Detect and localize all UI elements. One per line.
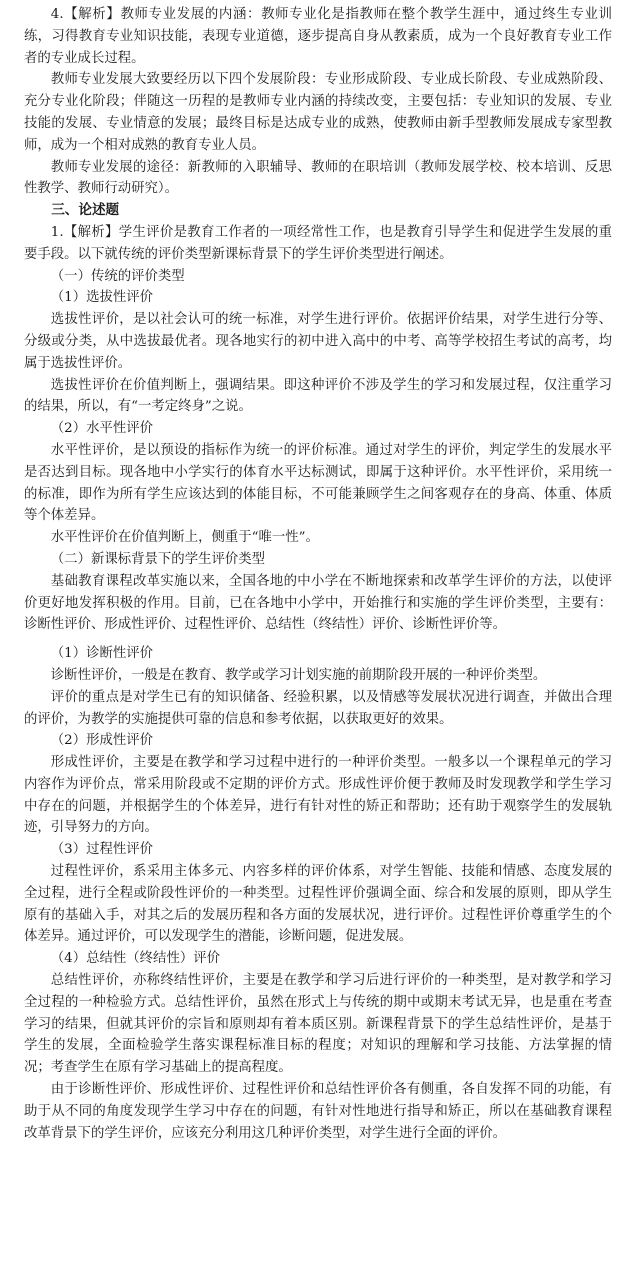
subheading-level: （2）水平性评价 <box>50 421 154 437</box>
paragraph-diagnostic-1: 诊断性评价，一般是在教育、教学或学习计划实施的前期阶段开展的一种评价类型。 <box>50 667 547 683</box>
paragraph-level-2: 水平性评价在价值判断上，侧重于“唯一性”。 <box>50 530 319 546</box>
subheading-selective: （1）选拔性评价 <box>50 290 154 306</box>
paragraph-new-curriculum: 基础教育课程改革实施以来，全国各地的中小学在不断地探索和改革学生评价的方法，以使评价更好地发挥积极的作用。目前，已在各地中小学中，开始推行和实施的学生评价类型，主要有：诊断性评价、形成性评价、过程性评价、总结性（终结性）评价、诊断性评价等。 <box>24 573 612 633</box>
section-heading-essay: 三、论述题 <box>51 202 120 219</box>
paragraph-summative: 总结性评价，亦称终结性评价，主要是在教学和学习后进行评价的一种类型，是对教学和学习全过程的一种检验方式。总结性评价，虽然在形式上与传统的期中或期末考试无异，也是重在考查学习的结果，但就其评价的宗旨和原则却有着本质区别。新课程背景下的学生总结性评价，是基于学生的发展，全面检验学生落实课程标准目标的程度；对知识的理解和学习技能、方法掌握的情况；考查学生在原有学习基础上的提高程度。 <box>24 973 612 1076</box>
paragraph-formative: 形成性评价，主要是在教学和学习过程中进行的一种评价类型。一般多以一个课程单元的学习内容作为评价点，常采用阶段或不定期的评价方式。形成性评价便于教师及时发现教学和学生学习中存在的问题，并根据学生的个体差异，进行有针对性的矫正和帮助；还有助于观察学生的发展轨迹，引导努力的方向。 <box>24 755 612 836</box>
paragraph-process: 过程性评价，系采用主体多元、内容多样的评价体系，对学生智能、技能和情感、态度发展的全过程，进行全程或阶段性评价的一种类型。过程性评价强调全面、综合和发展的原则，即从学生原有的基础入手，对其之后的发展历程和各方面的发展状况，进行评价。过程性评价尊重学生的个体差异。通过评价，可以发现学生的潜能，诊断问题，促进发展。 <box>24 864 612 945</box>
subheading-summative: （4）总结性（终结性）评价 <box>50 951 221 967</box>
paragraph-essay-intro: 1.【解析】学生评价是教育工作者的一项经常性工作，也是教育引导学生和促进学生发展的重要手段。以下就传统的评价类型新课标背景下的学生评价类型进行阐述。 <box>24 224 612 262</box>
paragraph-diagnostic-2: 评价的重点是对学生已有的知识储备、经验积累，以及情感等发展状况进行调查，并做出合理的评价，为教学的实施提供可靠的信息和参考依据，以获取更好的效果。 <box>24 689 612 727</box>
paragraph-approaches: 教师专业发展的途径：新教师的入职辅导、教师的在职培训（教师发展学校、校本培训、反思性教学、教师行动研究）。 <box>24 159 612 197</box>
paragraph-stages: 教师专业发展大致要经历以下四个发展阶段：专业形成阶段、专业成长阶段、专业成熟阶段、充分专业化阶段；伴随这一历程的是教师专业内涵的持续改变，主要包括：专业知识的发展、专业技能的发展、专业情意的发展；最终目标是达成专业的成熟，使教师由新手型教师发展成专家型教师，成为一个相对成熟的教育专业人员。 <box>24 72 612 153</box>
paragraph-selective-1: 选拔性评价，是以社会认可的统一标准，对学生进行评价。依据评价结果，对学生进行分等、分级或分类，从中选拔最优者。现各地实行的初中进入高中的中考、高等学校招生考试的高考，均属于选拔性评价。 <box>24 312 612 371</box>
subheading-formative: （2）形成性评价 <box>50 733 154 749</box>
paragraph-level-1: 水平性评价，是以预设的指标作为统一的评价标准。通过对学生的评价，判定学生的发展水平是否达到目标。现各地中小学实行的体育水平达标测试，即属于这种评价。水平性评价，采用统一的标准，即作为所有学生应该达到的体能目标，不可能兼顾学生之间客观存在的身高、体重、体质等个体差异。 <box>24 442 612 524</box>
paragraph-q4-analysis: 4.【解析】教师专业发展的内涵：教师专业化是指教师在整个教学生涯中，通过终生专业训练，习得教育专业知识技能，表现专业道德，逐步提高自身从教素质，成为一个良好教育专业工作者的专业成长过程。 <box>24 7 612 66</box>
paragraph-selective-2: 选拔性评价在价值判断上，强调结果。即这种评价不涉及学生的学习和发展过程，仅注重学习的结果，所以，有“一考定终身”之说。 <box>24 377 612 415</box>
paragraph-conclusion: 由于诊断性评价、形成性评价、过程性评价和总结性评价各有侧重，各自发挥不同的功能，有助于从不同的角度发现学生学习中存在的问题，有针对性地进行指导和矫正，所以在基础教育课程改革背景下的学生评价，应该充分利用这几种评价类型，对学生进行全面的评价。 <box>24 1082 612 1141</box>
subheading-diagnostic: （1）诊断性评价 <box>50 646 154 662</box>
subheading-traditional: （一）传统的评价类型 <box>50 268 185 284</box>
subheading-process: （3）过程性评价 <box>50 842 154 858</box>
subheading-new-curriculum: （二）新课标背景下的学生评价类型 <box>50 551 266 567</box>
